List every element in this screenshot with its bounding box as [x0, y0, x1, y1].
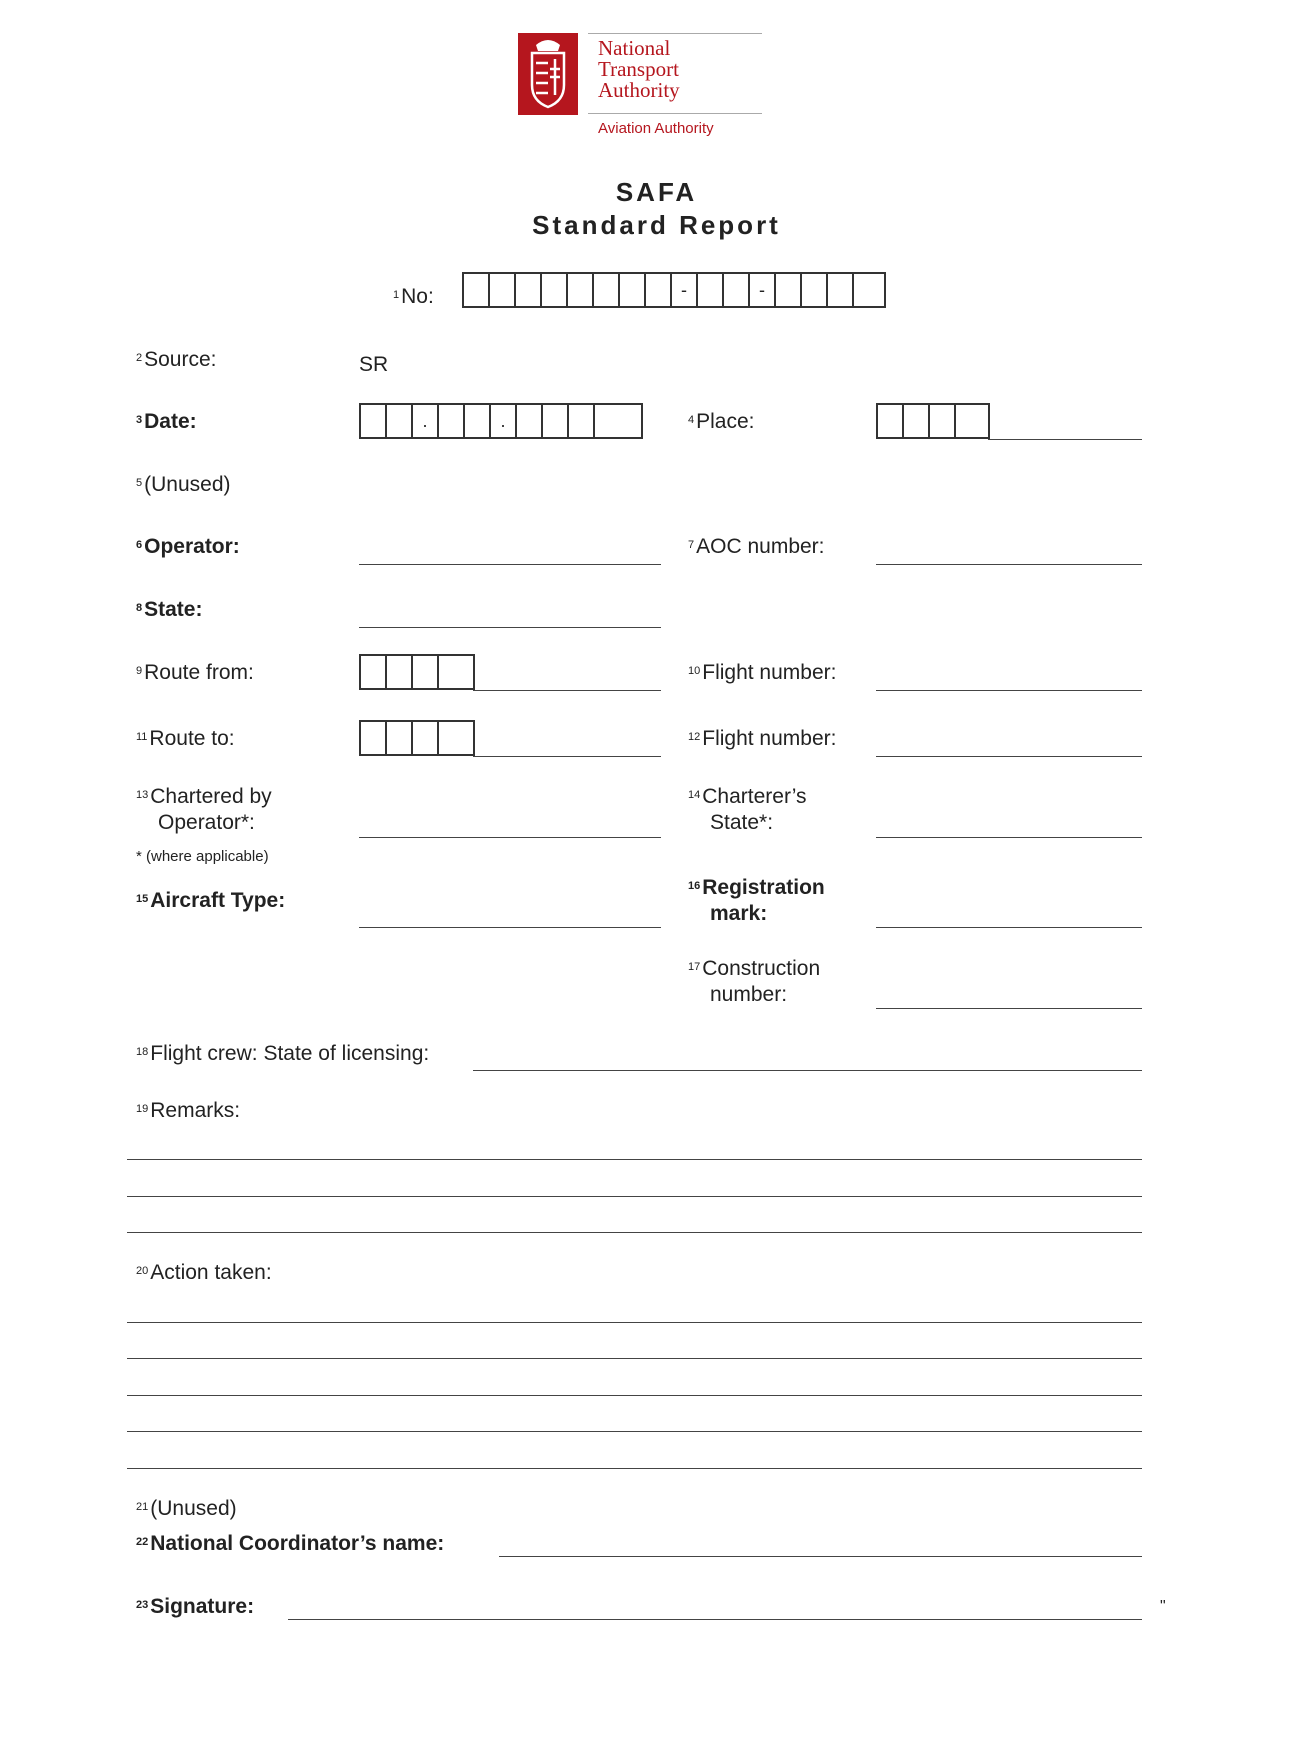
trailing-mark: " — [1160, 1598, 1166, 1615]
charterer-state-label: $^{14}$Charterer’s State*: — [688, 785, 807, 834]
org-subtitle: Aviation Authority — [598, 120, 714, 137]
place-line[interactable] — [988, 439, 1142, 440]
action-taken-line[interactable] — [127, 1322, 1142, 1323]
construction-number-label: $^{17}$Construction number: — [688, 957, 821, 1006]
org-name: National Transport Authority — [598, 36, 680, 102]
logo-divider — [588, 33, 762, 34]
unused-5-label: $^5$(Unused) — [136, 473, 231, 496]
aircraft-type-label: $^{15}$Aircraft Type: — [136, 889, 286, 912]
report-number-input[interactable]: - - — [462, 272, 886, 308]
action-taken-label: $^{20}$Action taken: — [136, 1261, 272, 1284]
charterer-state-field[interactable] — [876, 837, 1142, 838]
route-to-label: $^{11}$Route to: — [136, 727, 235, 750]
route-to-input[interactable] — [359, 720, 475, 756]
coat-of-arms-logo — [518, 33, 578, 115]
flight-number-12-field[interactable] — [876, 756, 1142, 757]
construction-number-field[interactable] — [876, 1008, 1142, 1009]
unused-21-label: $^{21}$(Unused) — [136, 1497, 237, 1520]
logo-divider — [588, 113, 762, 114]
action-taken-line[interactable] — [127, 1395, 1142, 1396]
where-applicable-note: * (where applicable) — [136, 848, 269, 865]
operator-field[interactable] — [359, 564, 661, 565]
aoc-number-field[interactable] — [876, 564, 1142, 565]
form-subtitle: Standard Report — [532, 210, 781, 240]
aoc-number-label: $^7$AOC number: — [688, 535, 825, 558]
registration-mark-label: $^{16}$Registration mark: — [688, 876, 825, 925]
remarks-label: $^{19}$Remarks: — [136, 1099, 241, 1122]
state-field[interactable] — [359, 627, 661, 628]
action-taken-line[interactable] — [127, 1358, 1142, 1359]
place-label: $^4$Place: — [688, 410, 755, 433]
action-taken-line[interactable] — [127, 1468, 1142, 1469]
route-from-line[interactable] — [473, 690, 661, 691]
chartered-by-field[interactable] — [359, 837, 661, 838]
flight-crew-field[interactable] — [473, 1070, 1142, 1071]
route-from-label: $^9$Route from: — [136, 661, 254, 684]
route-from-input[interactable] — [359, 654, 475, 690]
date-label: $^3$Date: — [136, 410, 197, 433]
remarks-line[interactable] — [127, 1232, 1142, 1233]
remarks-line[interactable] — [127, 1196, 1142, 1197]
flight-number-10-label: $^{10}$Flight number: — [688, 661, 837, 684]
flight-number-12-label: $^{12}$Flight number: — [688, 727, 837, 750]
source-label: $^2$Source: — [136, 348, 217, 371]
chartered-by-label: $^{13}$Chartered by Operator*: — [136, 785, 272, 834]
registration-mark-field[interactable] — [876, 927, 1142, 928]
signature-label: $^{23}$Signature: — [136, 1595, 255, 1618]
operator-label: $^6$Operator: — [136, 535, 240, 558]
action-taken-line[interactable] — [127, 1431, 1142, 1432]
date-input[interactable]: . . — [359, 403, 643, 439]
aircraft-type-field[interactable] — [359, 927, 661, 928]
signature-field[interactable] — [288, 1619, 1142, 1620]
coordinator-name-label: $^{22}$National Coordinator’s name: — [136, 1532, 445, 1555]
coordinator-name-field[interactable] — [499, 1556, 1142, 1557]
remarks-line[interactable] — [127, 1159, 1142, 1160]
form-title: SAFA — [615, 177, 698, 207]
route-to-line[interactable] — [473, 756, 661, 757]
flight-number-10-field[interactable] — [876, 690, 1142, 691]
flight-crew-label: $^{18}$Flight crew: State of licensing: — [136, 1042, 430, 1065]
state-label: $^8$State: — [136, 598, 203, 621]
place-icao-input[interactable] — [876, 403, 990, 439]
source-value: SR — [359, 353, 389, 376]
no-label: $^1$No: — [393, 285, 434, 308]
